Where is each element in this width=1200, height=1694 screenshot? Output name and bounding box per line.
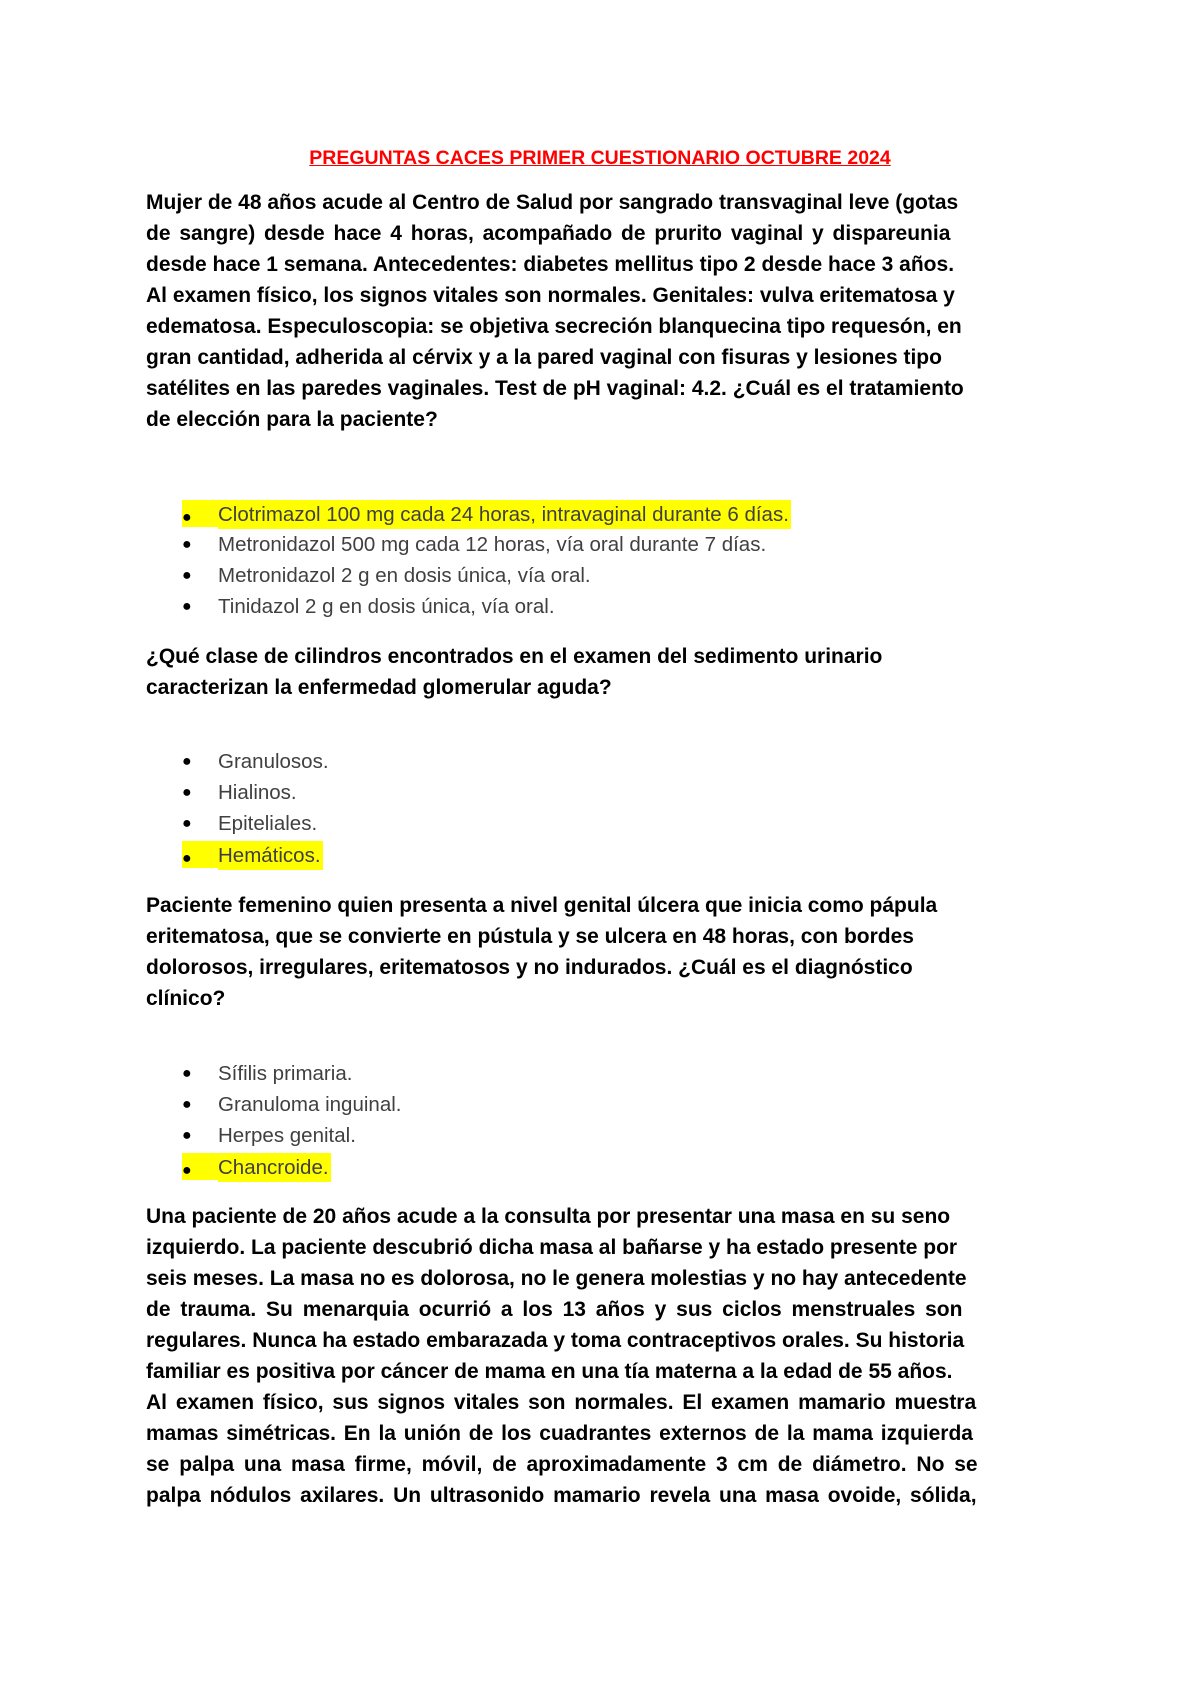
- question-3: [146, 890, 1062, 1014]
- option-text: Hialinos.: [218, 781, 297, 804]
- question-line: izquierdo. La paciente descubrió dicha masa al bañarse y ha estado presente por: [146, 1236, 958, 1259]
- bullet-icon: ●: [182, 536, 192, 553]
- question-line: eritematosa, que se convierte en pústula y se ulcera en 48 horas, con bordes: [146, 925, 914, 948]
- option-item: [182, 746, 331, 777]
- option-text: Granuloma inguinal.: [218, 1093, 402, 1116]
- question-line: ¿Qué clase de cilindros encontrados en el examen del sedimento urinario: [146, 645, 883, 668]
- option-text: Epiteliales.: [218, 812, 318, 835]
- question-line: familiar es positiva por cáncer de mama en una tía materna a la edad de 55 años.: [146, 1360, 953, 1383]
- option-text: Granulosos.: [218, 750, 329, 773]
- option-text: Tinidazol 2 g en dosis única, vía oral.: [218, 595, 555, 618]
- option-text: Chancroide.: [218, 1153, 331, 1182]
- question-line: gran cantidad, adherida al cérvix y a la pared vaginal con fisuras y lesiones tipo: [146, 346, 942, 369]
- option-item: [182, 1120, 403, 1151]
- bullet-icon: ●: [182, 1162, 192, 1179]
- question-line: Mujer de 48 años acude al Centro de Salud por sangrado transvaginal leve (gotas: [146, 191, 959, 214]
- bullet-icon: ●: [182, 567, 192, 584]
- question-line: regulares. Nunca ha estado embarazada y toma contraceptivos orales. Su historia: [146, 1329, 965, 1352]
- option-item-correct: [182, 839, 331, 870]
- bullet-icon: ●: [182, 509, 192, 526]
- document-title: PREGUNTAS CACES PRIMER CUESTIONARIO OCTUBRE 2024: [309, 147, 891, 169]
- option-text: Metronidazol 500 mg cada 12 horas, vía oral durante 7 días.: [218, 533, 767, 556]
- bullet-icon: ●: [182, 753, 192, 770]
- question-line: de elección para la paciente?: [146, 408, 438, 431]
- option-text: Herpes genital.: [218, 1124, 356, 1147]
- question-line: dolorosos, irregulares, eritematosos y no indurados. ¿Cuál es el diagnóstico: [146, 956, 913, 979]
- bullet-icon: ●: [182, 1127, 192, 1144]
- options-list-1: [182, 498, 791, 622]
- question-line: caracterizan la enfermedad glomerular aguda?: [146, 676, 612, 699]
- question-line: Paciente femenino quien presenta a nivel genital úlcera que inicia como pápula: [146, 894, 938, 917]
- option-item: [182, 560, 791, 591]
- option-item: [182, 808, 331, 839]
- question-line: de sangre) desde hace 4 horas, acompañado de prurito vaginal y dispareunia: [146, 222, 951, 245]
- bullet-icon: ●: [182, 1065, 192, 1082]
- option-text: Metronidazol 2 g en dosis única, vía oral.: [218, 564, 591, 587]
- question-line: palpa nódulos axilares. Un ultrasonido mamario revela una masa ovoide, sólida,: [146, 1484, 977, 1507]
- option-item: [182, 1089, 403, 1120]
- option-text: Hemáticos.: [218, 841, 323, 870]
- options-list-3: [182, 1058, 403, 1182]
- question-line: Al examen físico, sus signos vitales son normales. El examen mamario muestra: [146, 1391, 977, 1414]
- question-1: [146, 187, 1062, 435]
- question-line: mamas simétricas. En la unión de los cuadrantes externos de la mama izquierda: [146, 1422, 973, 1445]
- option-item: [182, 591, 791, 622]
- question-line: desde hace 1 semana. Antecedentes: diabetes mellitus tipo 2 desde hace 3 años.: [146, 253, 955, 276]
- bullet-icon: ●: [182, 784, 192, 801]
- question-line: Al examen físico, los signos vitales son normales. Genitales: vulva eritematosa y: [146, 284, 955, 307]
- bullet-icon: ●: [182, 815, 192, 832]
- question-line: satélites en las paredes vaginales. Test de pH vaginal: 4.2. ¿Cuál es el tratamiento: [146, 377, 964, 400]
- question-4: [146, 1201, 1062, 1511]
- option-item-correct: [182, 498, 791, 529]
- option-item: [182, 777, 331, 808]
- option-item: [182, 1058, 403, 1089]
- bullet-icon: ●: [182, 598, 192, 615]
- option-text: Sífilis primaria.: [218, 1062, 353, 1085]
- question-line: de trauma. Su menarquia ocurrió a los 13 años y sus ciclos menstruales son: [146, 1298, 963, 1321]
- bullet-icon: ●: [182, 850, 192, 867]
- question-line: Una paciente de 20 años acude a la consulta por presentar una masa en su seno: [146, 1205, 951, 1228]
- option-text: Clotrimazol 100 mg cada 24 horas, intravaginal durante 6 días.: [218, 500, 791, 529]
- question-line: edematosa. Especuloscopia: se objetiva secreción blanquecina tipo requesón, en: [146, 315, 962, 338]
- option-item: [182, 529, 791, 560]
- question-2: [146, 641, 1062, 703]
- question-line: clínico?: [146, 987, 226, 1010]
- question-line: se palpa una masa firme, móvil, de aproximadamente 3 cm de diámetro. No se: [146, 1453, 978, 1476]
- bullet-icon: ●: [182, 1096, 192, 1113]
- options-list-2: [182, 746, 331, 870]
- question-line: seis meses. La masa no es dolorosa, no le genera molestias y no hay antecedente: [146, 1267, 967, 1290]
- option-item-correct: [182, 1151, 403, 1182]
